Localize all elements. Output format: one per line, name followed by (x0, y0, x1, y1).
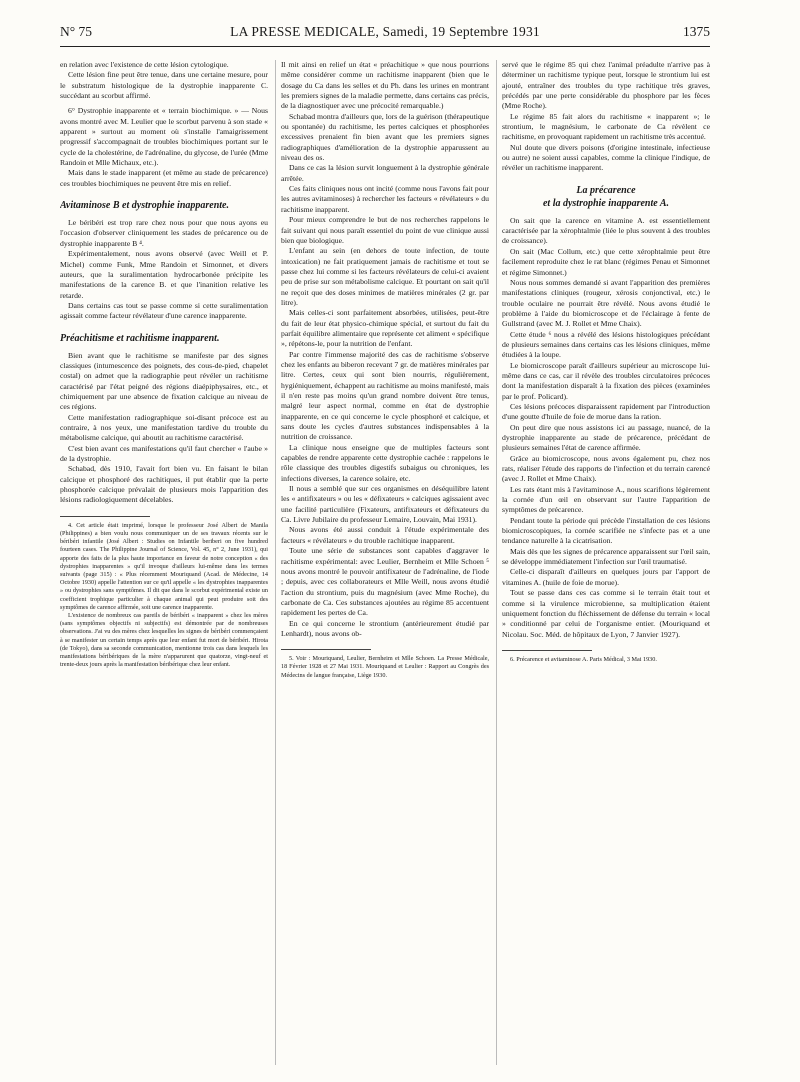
section-heading: Avitaminose B et dystrophie inapparente. (60, 200, 229, 212)
paragraph: On sait que la carence en vitamine A. est essentiellement caractérisée par la xérophtalmie (liée le plus souvent à des troubles de croissance). (502, 215, 710, 246)
footnote: 4. Cet article était imprimé, lorsque le professeur José Albert de Manila (Philippines) a bien voulu nous communiquer un de ses travaux récents sur le béribéri infantile (José Albert : Studies on Infantile beriberi on five hundred fourteen cases. The Philippine Journal of Science, Vol. 45, n° 2, June 1931), qui apporte des faits de la plus haute importance en faveur de notre conception « des dystrophies inapparentes » qu'il invoque d'ailleurs lui-même dans les termes suivants (page 315) : « Plus récemment Mouriquand (Acad. de Médecine, 14 Octobre 1930) appelle l'attention sur ce qu'il appelle « les dystrophies inapparentes » ou dystrophies sans symptômes. Il dit que dans le scorbut expérimental existe un coefficient trophique particulier à chaque animal qui peut produire soit des symptômes de carence affirmée, soit une carence inapparente. (60, 521, 268, 611)
paragraph: On peut dire que nous assistons ici au passage, nuancé, de la dystrophie inapparente au stade de précarence, précédant de plusieurs semaines l'état de carence affirmée. (502, 422, 710, 453)
paragraph: Ces lésions précoces disparaissent rapidement par l'introduction d'une goutte d'huile de foie de morue dans la ration. (502, 401, 710, 422)
footnote-rule (281, 649, 371, 650)
paragraph: Ces faits cliniques nous ont incité (comme nous l'avons fait pour les autres avitaminoses) à rechercher les facteurs « révélateurs » du rachitisme inapparent. (281, 184, 489, 214)
paragraph: Bien avant que le rachitisme se manifeste par des signes classiques (intumescence des poignets, des cous-de-pied, chapelet costal) on admet que la radiographie peut révéler un rachitisme caractérisé par l'état peigné des régions diaépiphysaires, etc., et chimiquement par une absence de fixation calcique au niveau de ces régions. (60, 350, 268, 412)
column-divider (275, 60, 276, 1065)
paragraph: Tout se passe dans ces cas comme si le terrain était tout et comme si la virulence microbienne, sa multiplication étaient uniquement fonction du fléchissement de défense du terrain « local » conditionné par celui de l'organisme entier. (Mouriquand et Nicolau. Soc. Méd. de hôpitaux de Lyon, 7 Janvier 1927). (502, 588, 710, 639)
journal-title: LA PRESSE MEDICALE, Samedi, 19 Septembre 1931 (230, 24, 540, 39)
paragraph: Pour mieux comprendre le but de nos recherches rappelons le fait suivant qui nous paraît essentiel du point de vue clinique aussi bien que biologique. (281, 215, 489, 245)
footnote-rule (502, 650, 592, 651)
paragraph: Schabad, dès 1910, l'avait fort bien vu. En faisant le bilan calcique et phosphoré des rachitiques, il put établir que la perte phosphorée calcique prévalait de plusieurs mois l'apparition des lésions radiologiquement décelables. (60, 464, 268, 505)
paragraph: Cette manifestation radiographique soi-disant précoce est au contraire, à nos yeux, une manifestation tardive du trouble du métabolisme calcique, qui aboutit au rachitisme caractérisé. (60, 412, 268, 443)
paragraph: Le régime 85 fait alors du rachitisme « inapparent »; le strontium, le magnésium, le carbonate de Ca révèlent ce rachitisme, en provoquant rapidement un rachitisme très accentué. (502, 111, 710, 142)
paragraph: Mais dans le stade inapparent (et même au stade de précarence) ces troubles biochimiques ne peuvent être mis en relief. (60, 168, 268, 188)
column-divider (496, 60, 497, 1065)
paragraph: Schabad montra d'ailleurs que, lors de la guérison (thérapeutique ou spontanée) du rachitisme, les pertes calciques et phosphorées excessives prenaient fin bien avant que les premiers signes radiographiques d'amélioration de la dystrophie apparussent au niveau des os. (281, 111, 489, 163)
paragraph: Nous avons été aussi conduit à l'étude expérimentale des facteurs « révélateurs » du trouble rachitique inapparent. (281, 525, 489, 545)
column-1 (60, 60, 268, 1070)
paragraph: L'enfant au sein (en dehors de toute infection, de toute intoxication) ne fait pratiquement jamais de rachitisme et tout se passe chez lui comme si les facteurs révélateurs de celui-ci avaient peu de prise sur son métabolisme calcique. Et pourtant on sait qu'il ne reçoit que des doses minimes de matières minérales (2 gr. par litre). (281, 246, 489, 307)
paragraph: Il nous a semblé que sur ces organismes en déséquilibre latent les « antifixateurs » ou les « défixateurs » calciques agissaient avec une facilité particulière (Fixateurs, antifixateurs et défixateurs du Ca. Livre Jubilaire du professeur Lemaire, Louvain, Mai 1931). (281, 484, 489, 525)
paragraph: Nous nous sommes demandé si avant l'apparition des premières manifestations cliniques (rougeur, xérosis conjonctival, etc.) le trouble oculaire ne pourrait être révélé. Nous avons étudié le problème à l'aide du biomicroscope et de l'éclairage à fente de Gullstrand (avec M. J. Rollet et Mme Chaix). (502, 277, 710, 329)
paragraph: Expérimentalement, nous avons observé (avec Weill et P. Michel) comme Funk, Mme Randoin et Simonnet, et divers auteurs, que la suralimentation hydrocarbonée précipite les manifestations de la carence B. et que l'inanition relative les retarde. (60, 249, 268, 300)
paragraph: Le biomicroscope paraît d'ailleurs supérieur au microscope lui-même dans ce cas, car il révèle des troubles circulatoires précoces dont la manifestation disparaît à la fixation des pièces (examinées par le prof. Policard). (502, 360, 710, 401)
paragraph: Les rats étant mis à l'avitaminose A., nous scarifions légèrement la cornée d'un œil en observant sur l'autre l'apparition de symptômes de précarence. (502, 484, 710, 515)
paragraph: Toute une série de substances sont capables d'aggraver le rachitisme expérimental: avec Leulier, Bernheim et Mlle Schoen ⁵ nous avons montré le pouvoir antifixateur de l'adrénaline, de l'iode ; depuis, avec ces collaborateurs et Mlle Weill, nous avons étudié l'action du strontium, puis du magnésium (avec Mme Roche), du carbonate de Ca. Ces substances ajoutées au régime 85 accentuent rapidement les pertes de Ca. (281, 546, 489, 618)
footnote: 6. Précarence et avitaminose A. Paris Médical, 3 Mai 1930. (510, 655, 657, 663)
column-2 (281, 60, 489, 1070)
paragraph: Il mit ainsi en relief un état « préachitique » que nous pourrions même considérer comme un rachitisme inapparent (bien que le dosage du Ca dans les selles et du Ph. dans les urines en montrant les premiers signes de la maladie permette, dans certains cas précis, de la diagnostiquer avec une précocité remarquable.) (281, 60, 489, 111)
paragraph: En ce qui concerne le strontium (antérieurement étudié par Lenhardt), nous avons ob- (281, 618, 489, 638)
paragraph: Nul doute que divers poisons (d'origine intestinale, infectieuse ou autre) ne soient aussi capables, comme la clinique l'indique, de révéler un rachitisme inapparent. (502, 142, 710, 173)
paragraph: Mais dès que les signes de précarence apparaissent sur l'œil sain, se développe immédiatement l'infection sur l'œil traumatisé. (502, 546, 710, 567)
footnote: L'existence de nombreux cas pareils de béribéri « inapparent » chez les mères (sans symptômes objectifs ni subjectifs) est démontrée par de nombreuses observations. J'ai vu des mères chez lesquelles les signes de béribéri commençaient à se manifester un certain temps après que leur enfant fut mort de béribéri. Hirota (de Tokyo), dans sa seconde communication, mentionne trois cas dans lesquels les manifestations béribériques de la mère n'apparurent que quatorze, vingt-neuf et trente-deux jours après la manifestation béribérique chez leur enfant. (60, 611, 268, 669)
paragraph: Pendant toute la période qui précède l'installation de ces lésions biomicroscopiques, la cornée scarifiée ne s'infecte pas et a une tendance naturelle à la cicatrisation. (502, 515, 710, 546)
issue-number: N° 75 (60, 24, 93, 39)
paragraph: Le béribéri est trop rare chez nous pour que nous ayons eu l'occasion d'observer cliniquement les stades de précarence ou de dystrophie inapparente B ⁴. (60, 218, 268, 248)
section-heading: Préachitisme et rachitisme inapparent. (60, 332, 220, 344)
paragraph: Celle-ci disparaît d'ailleurs en quelques jours par l'apport de vitamines A. (huile de foie de morue). (502, 567, 710, 587)
paragraph: servé que le régime 85 qui chez l'animal préadulte n'arrive pas à déterminer un rachitisme typique peut, lorsque le strontium lui est ajouté, entraîner des troubles du type rachitique très graves, précédés par une perte considérable du phosphore par les fèces (Mme Roche). (502, 60, 710, 111)
paragraph: 6° Dystrophie inapparente et « terrain biochimique. » — Nous avons montré avec M. Leulier que le scorbut parvenu à son stade « apparent » surtout au moment où s'installe l'amaigrissement progressif s'accompagnait de troubles biochimiques portant sur le cycle de la cholestérine, de l'adrénaline, du glycose, de l'urée (Mme Randoin et Mlle Michaux, etc.). (60, 106, 268, 168)
paragraph: Mais celles-ci sont parfaitement absorbées, utilisées, peut-être du fait de leur état physico-chimique spécial, et surtout du fait du parfait équilibre alimentaire que représente cet aliment « spécifique », répétons-le, pour la nutrition de l'enfant. (281, 308, 489, 349)
paragraph: Par contre l'immense majorité des cas de rachitisme s'observe chez les enfants au biberon recevant 7 gr. de matières minérales par litre. Certes, ceux qui sont bien nourris, régulièrement, hygiéniquement, échappent au rachitisme au moins manifesté, mais il n'en reste pas moins qu'un grand nombre doivent être tenus, malgré leur aspect normal, comme en état de dystrophie inapparente, en ce qui concerne le cycle phosphoré et calcique, et sans doute les cycles d'autres substances indispensables à la nutrition de croissance. (281, 349, 489, 442)
paragraph: Dans certains cas tout se passe comme si cette suralimentation agissait comme facteur révélateur d'une carence inapparente. (60, 300, 268, 321)
footnote-rule (60, 516, 150, 517)
paragraph: Dans ce cas la lésion survit longuement à la dystrophie générale arrêtée. (281, 163, 489, 183)
paragraph: Cette lésion fine peut être tenue, dans une certaine mesure, pour le substratum histologique de la dystrophie inapparente C. succédant au scorbut affirmé. (60, 70, 268, 101)
paragraph: C'est bien avant ces manifestations qu'il faut chercher « l'aube » de la dystrophie. (60, 443, 268, 463)
paragraph: Grâce au biomicroscope, nous avons également pu, chez nos rats, réaliser l'étude des rapports de l'infection et du terrain carencé (avec J. Rollet et Mme Chaix). (502, 453, 710, 484)
section-heading: La précarence et la dystrophie inapparente A. (542, 184, 670, 209)
column-3 (502, 60, 710, 1070)
page-number: 1375 (683, 24, 710, 39)
paragraph: Cette étude ⁶ nous a révélé des lésions histologiques précédant de plusieurs semaines dans certains cas les lésions cliniques, même étudiées à la loupe. (502, 329, 710, 360)
header-rule (60, 46, 710, 47)
paragraph: en relation avec l'existence de cette lésion cytologique. (60, 60, 229, 69)
footnote: 5. Voir : Mouriquand, Leulier, Bernheim et Mlle Schoen. La Presse Médicale, 18 Février 1928 et 27 Mai 1931. Mouriquand et Leulier : Rapport au Congrès des Médecins de langue française, Liège 1930. (281, 655, 489, 679)
paragraph: On sait (Mac Collum, etc.) que cette xérophtalmie peut être facilement reproduite chez le rat blanc (régimes Penau et Simonnet et régime Simonnet.) (502, 246, 710, 277)
paragraph: La clinique nous enseigne que de multiples facteurs sont capables de rendre apparente cette dystrophie cachée : rappelons le rôle classique des troubles digestifs subaigus ou chroniques, les infections diverses, la carence solaire, etc. (281, 442, 489, 483)
